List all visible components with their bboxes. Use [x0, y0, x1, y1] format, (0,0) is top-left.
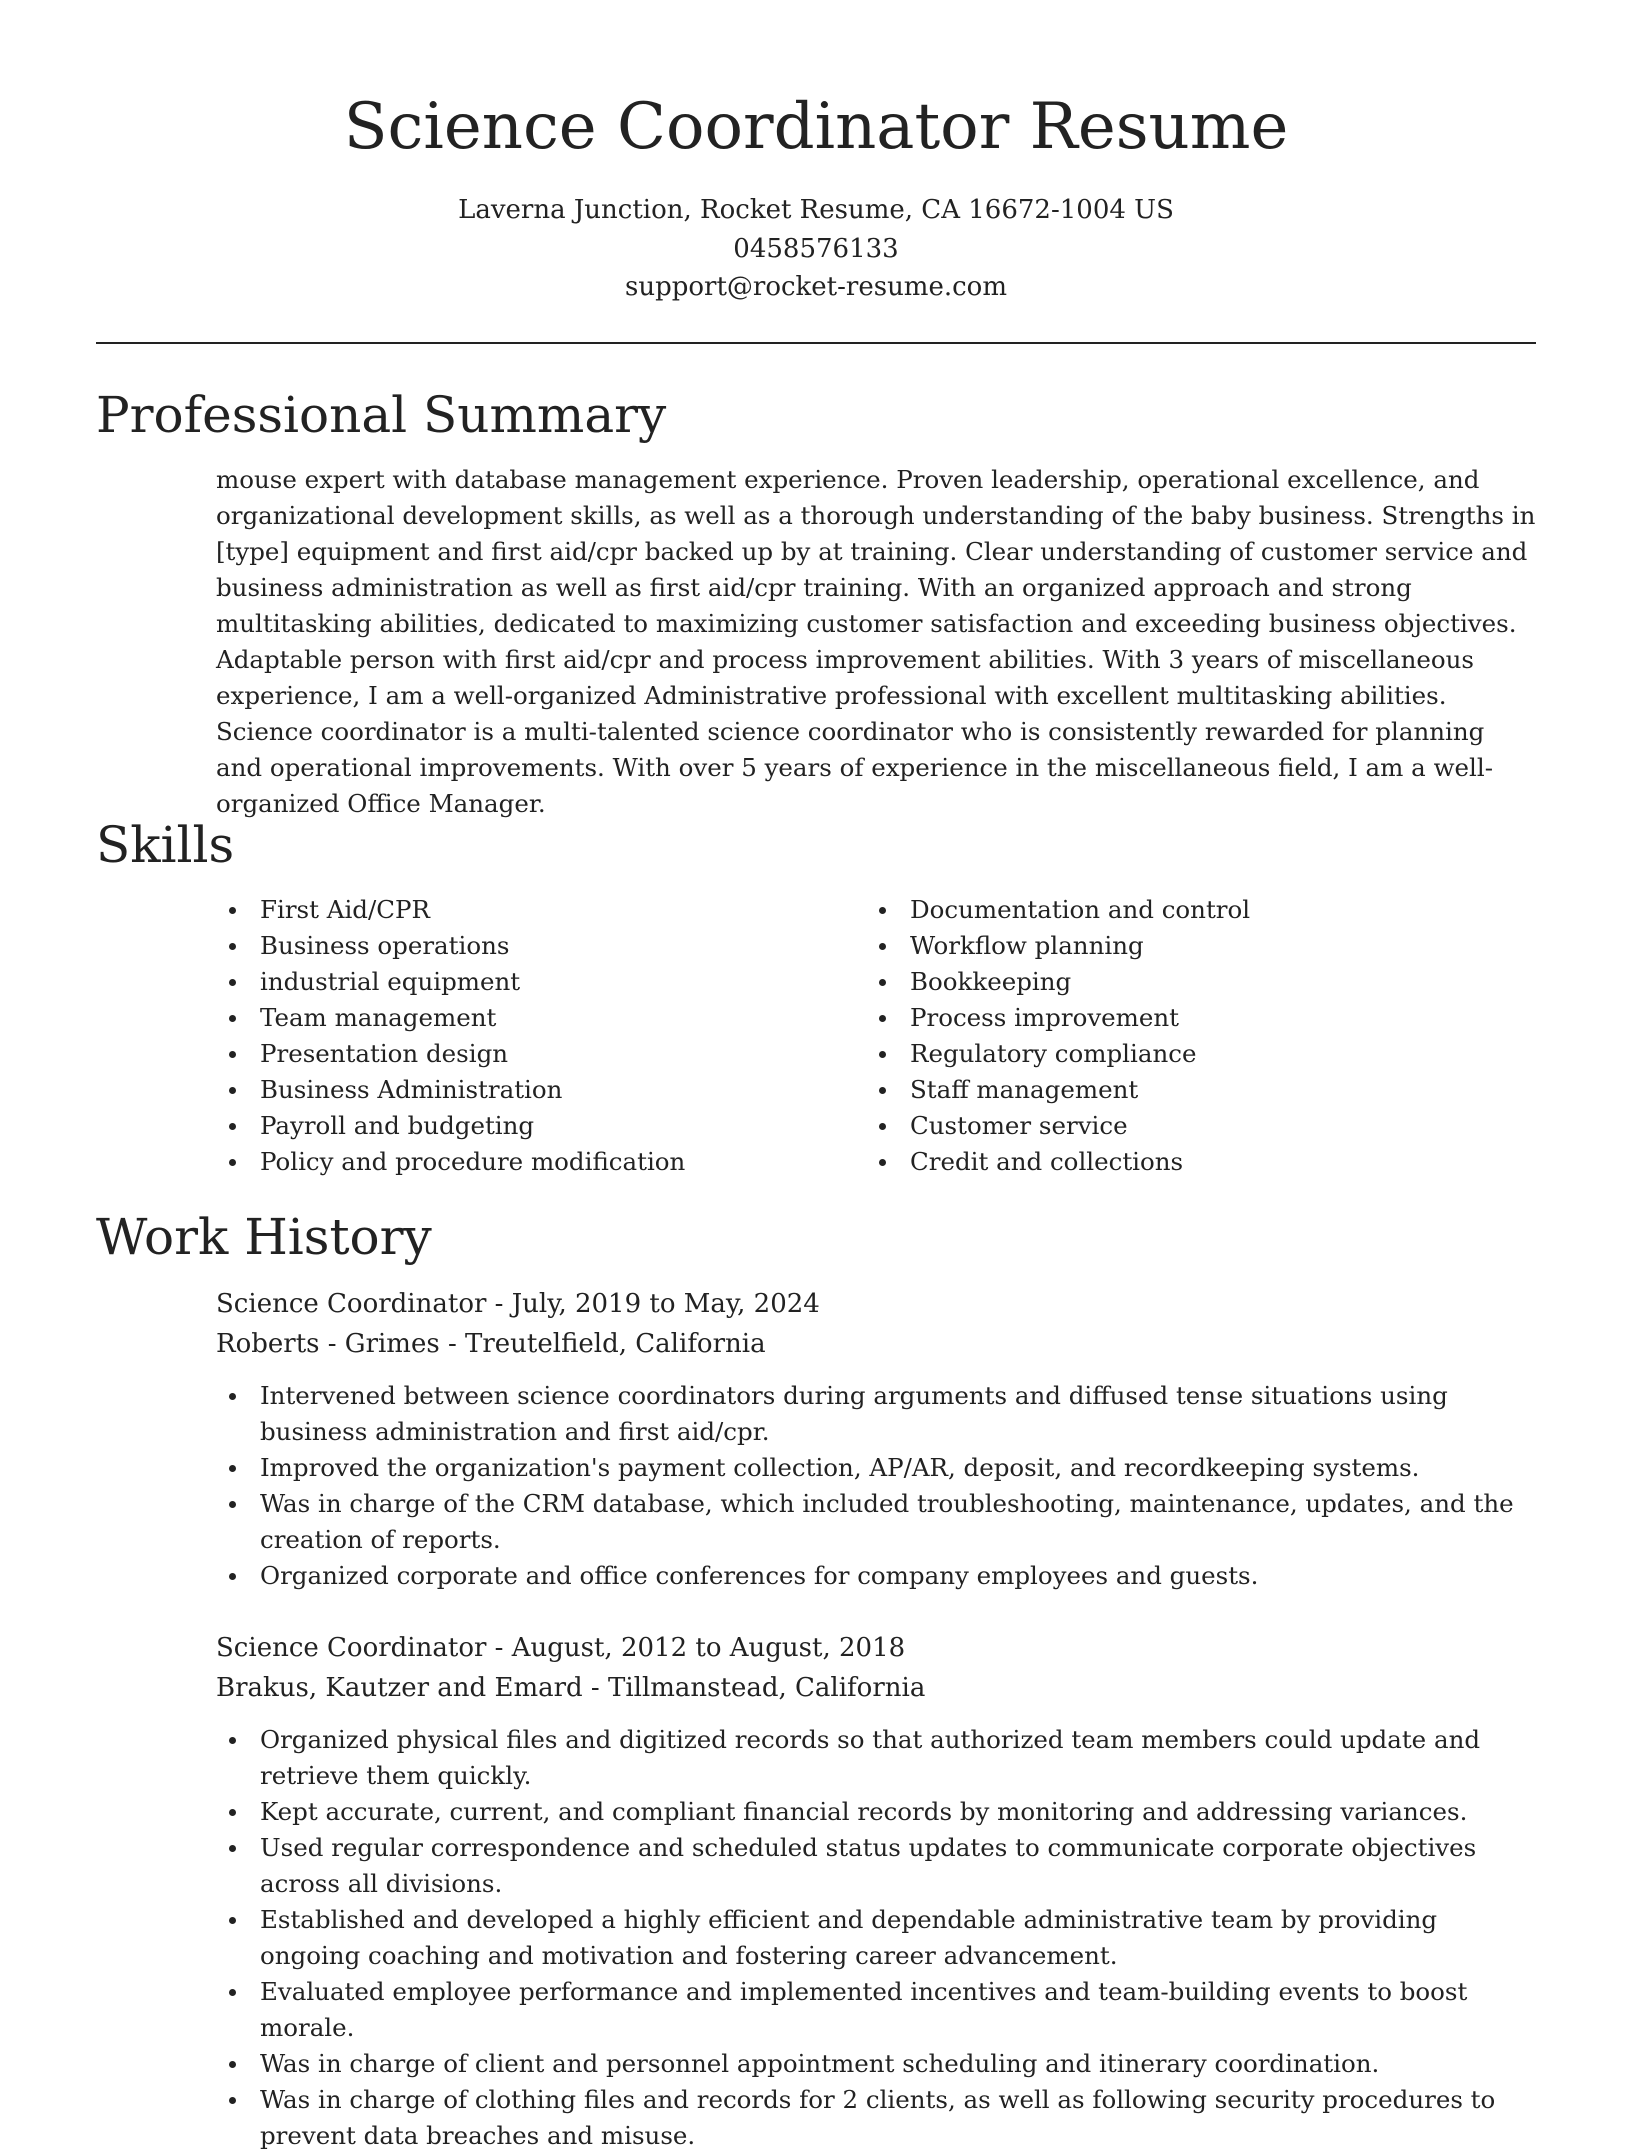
skills-list-right	[866, 892, 1526, 1180]
work-history-heading: Work History	[96, 1208, 432, 1266]
job-title: Science Coordinator	[216, 1633, 487, 1663]
skill-item: First Aid/CPR	[216, 892, 836, 928]
contact-address: Laverna Junction, Rocket Resume, CA 16672-1004 US	[458, 195, 1174, 225]
skill-item: Policy and procedure modification	[216, 1144, 836, 1180]
job-duty-item: Kept accurate, current, and compliant financial records by monitoring and addressing variances.	[216, 1794, 1536, 1830]
job-duty-item: Improved the organization's payment collection, AP/AR, deposit, and recordkeeping systems.	[216, 1450, 1536, 1486]
skills-list-left	[216, 892, 836, 1180]
job-duty-item: Was in charge of client and personnel appointment scheduling and itinerary coordination.	[216, 2046, 1536, 2082]
skill-item: Documentation and control	[866, 892, 1526, 928]
skills-heading: Skills	[96, 816, 235, 874]
job-duty-item: Intervened between science coordinators during arguments and diffused tense situations using business administration and first aid/cpr.	[216, 1378, 1536, 1450]
skill-item: Business operations	[216, 928, 836, 964]
job-duty-item: Used regular correspondence and scheduled status updates to communicate corporate objectives across all divisions.	[216, 1830, 1536, 1902]
job-duty-item: Was in charge of clothing files and records for 2 clients, as well as following security procedures to prevent data breaches and misuse.	[216, 2082, 1536, 2154]
skill-item: Business Administration	[216, 1072, 836, 1108]
job-dates: - July, 2019 to May, 2024	[486, 1289, 820, 1319]
job-dates: - August, 2012 to August, 2018	[486, 1633, 906, 1663]
header-divider	[96, 342, 1536, 344]
skill-item: Workflow planning	[866, 928, 1526, 964]
job-company-line	[216, 1668, 1536, 1708]
job-company: Brakus, Kautzer and Emard	[216, 1673, 583, 1703]
skill-item: Staff management	[866, 1072, 1526, 1108]
skill-item: Payroll and budgeting	[216, 1108, 836, 1144]
summary-text: mouse expert with database management experience. Proven leadership, operational excellence, and organizational development skills, as well as a thorough understanding of the baby business. Strengths in [type] equipment and first aid/cpr backed up by at training. Clear understanding of customer service and business administration as well as first aid/cpr training. With an organized approach and strong multitasking abilities, dedicated to maximizing customer satisfaction and exceeding business objectives. Adaptable person with first aid/cpr and process improvement abilities. With 3 years of miscellaneous experience, I am a well-organized Administrative professional with excellent multitasking abilities. Science coordinator is a multi-talented science coordinator who is consistently rewarded for planning and operational improvements. With over 5 years of experience in the miscellaneous field, I am a well-organized Office Manager.	[216, 465, 1536, 818]
skill-item: Process improvement	[866, 1000, 1526, 1036]
summary-heading: Professional Summary	[96, 386, 667, 444]
job-location: - Tillmanstead, California	[582, 1673, 926, 1703]
job-duty-item: Established and developed a highly efficient and dependable administrative team by providing ongoing coaching and motivation and fostering career advancement.	[216, 1902, 1536, 1974]
job-title: Science Coordinator	[216, 1289, 487, 1319]
job-title-line	[216, 1284, 1536, 1324]
job-duties-list	[216, 1378, 1536, 1594]
skill-item: industrial equipment	[216, 964, 836, 1000]
skill-item: Customer service	[866, 1108, 1526, 1144]
skill-item: Team management	[216, 1000, 836, 1036]
job-duty-item: Was in charge of the CRM database, which included troubleshooting, maintenance, updates, and the creation of reports.	[216, 1486, 1536, 1558]
contact-email: support@rocket-resume.com	[624, 272, 1007, 302]
job-duty-item: Evaluated employee performance and implemented incentives and team-building events to boost morale.	[216, 1974, 1536, 2046]
job-location: - Treutelfield, California	[439, 1329, 766, 1359]
job-company-line	[216, 1324, 1536, 1364]
job-duties-list	[216, 1722, 1536, 2154]
skill-item: Credit and collections	[866, 1144, 1526, 1180]
job-duty-item: Organized corporate and office conferences for company employees and guests.	[216, 1558, 1536, 1594]
skill-item: Regulatory compliance	[866, 1036, 1526, 1072]
job-title-line	[216, 1628, 1536, 1668]
skill-item: Bookkeeping	[866, 964, 1526, 1000]
contact-phone: 0458576133	[733, 234, 899, 264]
job-company: Roberts - Grimes	[216, 1329, 440, 1359]
resume-title: Science Coordinator Resume	[343, 90, 1289, 164]
skill-item: Presentation design	[216, 1036, 836, 1072]
job-duty-item: Organized physical files and digitized records so that authorized team members could update and retrieve them quickly.	[216, 1722, 1536, 1794]
